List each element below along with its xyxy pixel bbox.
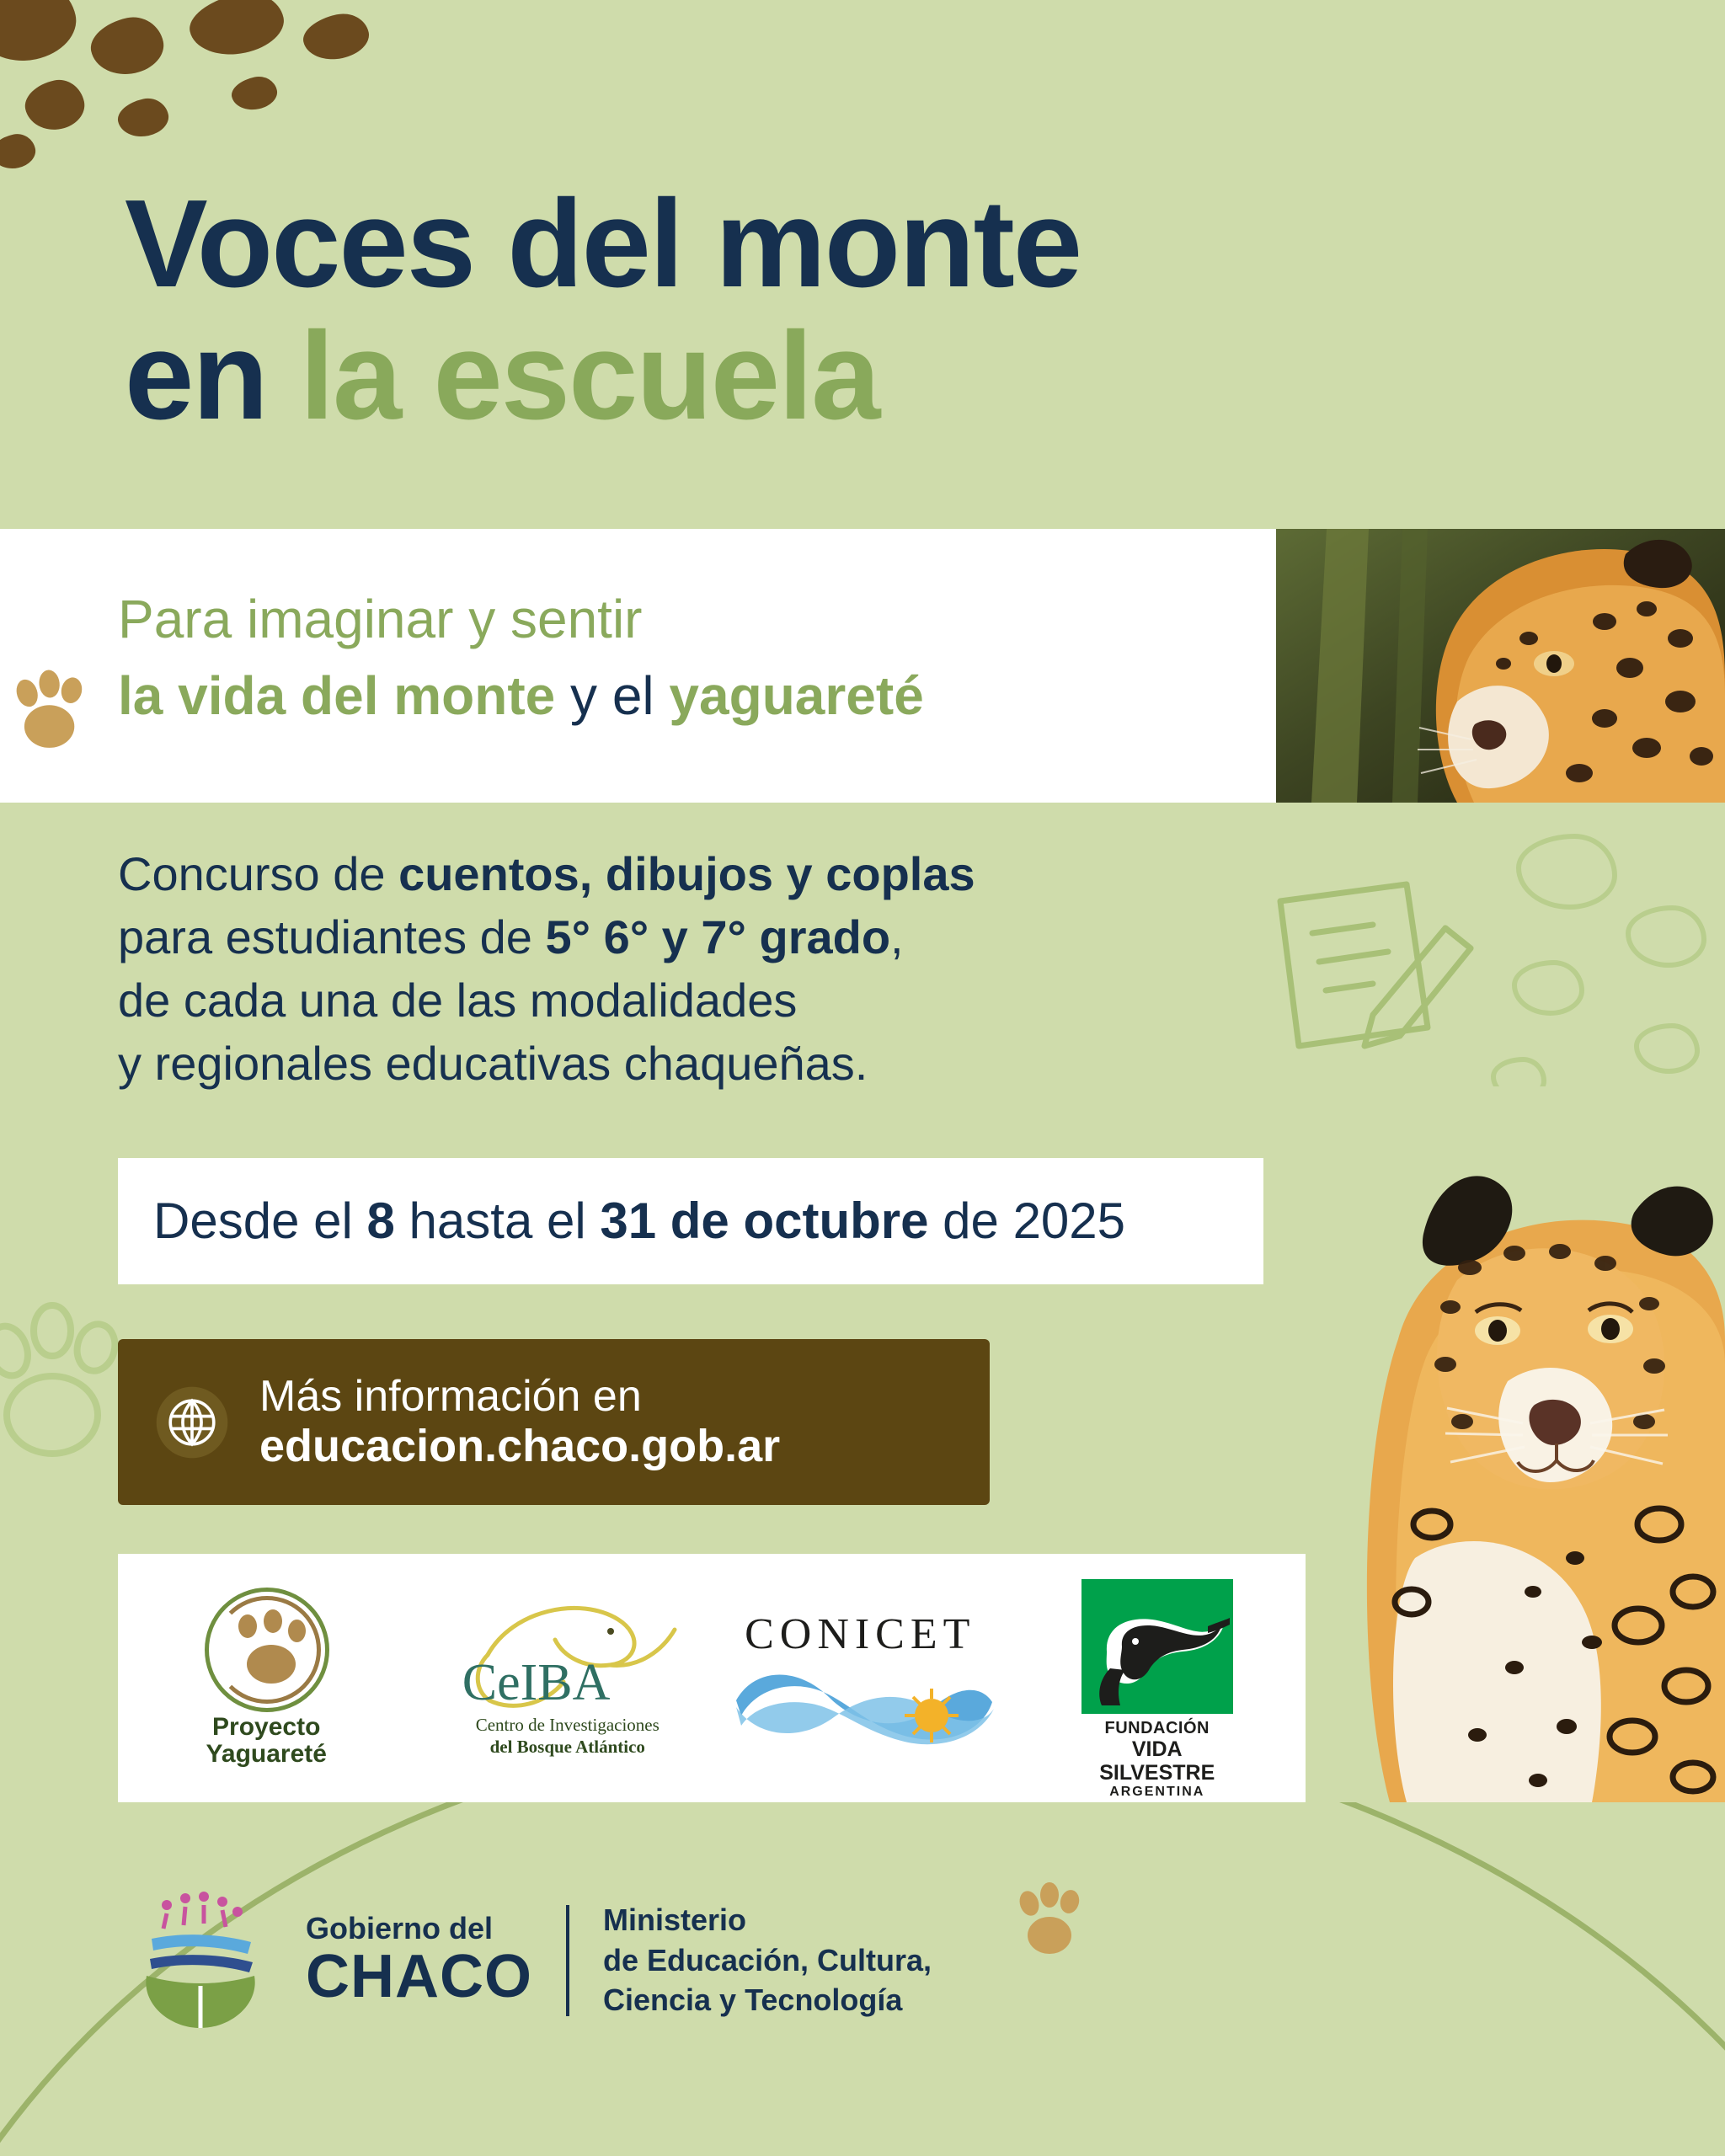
date-text bbox=[153, 1193, 1126, 1249]
py-line-2: Yaguareté bbox=[206, 1740, 327, 1769]
jaguar-spot-icon bbox=[184, 0, 289, 63]
body-line-1-bold: cuentos, dibujos y coplas bbox=[398, 847, 975, 900]
title-line-2-plain: en bbox=[125, 306, 300, 446]
body-line-2-bold: 5° 6° y 7° grado bbox=[545, 910, 891, 964]
logo-proyecto-yaguarete bbox=[118, 1554, 415, 1802]
paw-pad-icon bbox=[247, 1645, 296, 1684]
body-copy bbox=[118, 842, 1230, 1095]
anteater-icon bbox=[1081, 1579, 1233, 1714]
ceiba-title: CeIBA bbox=[462, 1654, 611, 1711]
subtitle-bold-2: yaguareté bbox=[669, 665, 924, 726]
chaco-emblem-icon bbox=[118, 1886, 282, 2034]
body-line-1 bbox=[118, 842, 1230, 905]
more-info-url[interactable]: educacion.chaco.gob.ar bbox=[259, 1421, 781, 1472]
py-line-1: Proyecto bbox=[212, 1713, 321, 1741]
more-info-line-1: Más información en bbox=[259, 1372, 642, 1422]
vs-green-block bbox=[1081, 1579, 1233, 1714]
logo-ceiba bbox=[415, 1554, 713, 1802]
ceiba-subtitle bbox=[446, 1714, 690, 1758]
jaguar-spot-icon bbox=[0, 0, 83, 70]
conicet-infinity-icon bbox=[721, 1657, 999, 1758]
jaguar-photo-top-art bbox=[1276, 529, 1725, 803]
jaguar-spot-icon bbox=[0, 131, 39, 173]
proyecto-yaguarete-mark bbox=[169, 1588, 363, 1769]
document-pencil-icon bbox=[1247, 867, 1499, 1103]
poster-title bbox=[125, 174, 1472, 446]
ceiba-mark bbox=[437, 1588, 690, 1769]
logo-conicet bbox=[712, 1554, 1009, 1802]
date-pre: Desde el bbox=[153, 1193, 367, 1249]
jaguar-spot-icon bbox=[229, 73, 280, 114]
jaguar-spot-icon bbox=[86, 12, 168, 81]
ceiba-sub-2: del Bosque Atlántico bbox=[489, 1737, 645, 1758]
date-post: de 2025 bbox=[928, 1193, 1126, 1249]
body-line-4: y regionales educativas chaqueñas. bbox=[118, 1037, 868, 1091]
body-line-3: de cada una de las modalidades bbox=[118, 974, 798, 1027]
gov-small-label: Gobierno del bbox=[306, 1910, 494, 1945]
date-day: 8 bbox=[366, 1193, 395, 1249]
proyecto-yaguarete-label bbox=[169, 1714, 363, 1769]
vida-silvestre-mark bbox=[1073, 1579, 1242, 1800]
body-line-2-end: , bbox=[890, 910, 904, 964]
ministry-line-2: de Educación, Cultura, bbox=[603, 1942, 932, 1977]
more-info-text bbox=[259, 1372, 780, 1472]
conicet-wordmark: CONICET bbox=[745, 1609, 976, 1658]
vida-silvestre-label bbox=[1073, 1719, 1242, 1800]
footer-divider bbox=[566, 1905, 569, 2016]
ministry-label bbox=[603, 1900, 932, 2020]
government-wordmark bbox=[306, 1912, 532, 2009]
date-mid: hasta el bbox=[394, 1193, 601, 1249]
ghost-spot-decoration bbox=[1516, 834, 1617, 910]
title-line-1: Voces del monte bbox=[125, 174, 1081, 313]
globe-icon bbox=[153, 1384, 231, 1461]
conicet-mark bbox=[721, 1594, 999, 1763]
date-end-bold: 31 de octubre bbox=[600, 1193, 929, 1249]
body-line-1-plain: Concurso de bbox=[118, 847, 399, 900]
date-box bbox=[118, 1158, 1263, 1284]
government-footer bbox=[118, 1886, 932, 2034]
ghost-spot-decoration bbox=[1626, 905, 1706, 968]
paw-print-icon bbox=[7, 665, 99, 758]
ghost-spot-decoration bbox=[1634, 1023, 1700, 1074]
vs-line-1: FUNDACIÓN bbox=[1104, 1719, 1210, 1737]
subtitle-bold-1: la vida del monte bbox=[118, 665, 556, 726]
chaco-government-logo bbox=[118, 1886, 282, 2034]
ministry-line-3: Ciencia y Tecnología bbox=[603, 1983, 903, 2018]
ministry-line-1: Ministerio bbox=[603, 1903, 747, 1938]
sponsor-logos bbox=[118, 1554, 1306, 1802]
body-line-2 bbox=[118, 905, 1230, 969]
ceiba-sub-1: Centro de Investigaciones bbox=[475, 1715, 660, 1735]
subtitle-line-1: Para imaginar y sentir bbox=[118, 589, 643, 649]
subtitle-line-2 bbox=[118, 659, 1255, 732]
jaguar-photo-top bbox=[1276, 529, 1725, 803]
jaguar-photo-main bbox=[1297, 1086, 1725, 1802]
jaguar-photo-main-art bbox=[1297, 1086, 1725, 1802]
subtitle-text bbox=[118, 585, 1255, 732]
logo-vida-silvestre bbox=[1009, 1554, 1306, 1802]
more-info-bar[interactable] bbox=[118, 1339, 990, 1505]
body-line-2-plain: para estudiantes de bbox=[118, 910, 546, 964]
jaguar-spot-icon bbox=[21, 75, 89, 135]
gov-big-label: CHACO bbox=[306, 1942, 532, 2010]
jaguar-spot-icon bbox=[115, 94, 172, 141]
paw-print-icon bbox=[1011, 1878, 1095, 1962]
subtitle-mid: y el bbox=[555, 665, 670, 726]
jaguar-spot-icon bbox=[299, 8, 372, 65]
vs-line-2: VIDA SILVESTRE bbox=[1099, 1737, 1215, 1785]
title-line-2-accent: la escuela bbox=[299, 306, 879, 446]
ghost-spot-decoration bbox=[1512, 960, 1584, 1016]
vs-line-3: ARGENTINA bbox=[1109, 1785, 1205, 1800]
title-line-2 bbox=[125, 306, 1472, 446]
